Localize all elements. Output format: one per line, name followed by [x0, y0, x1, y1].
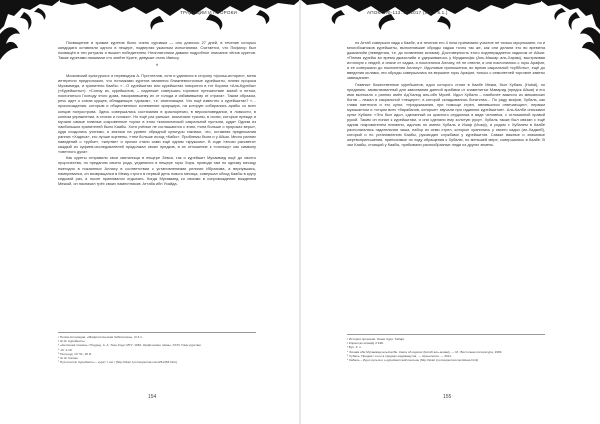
footnotes	[347, 334, 545, 362]
footnotes	[58, 332, 256, 364]
paragraph: по Аттаб совершил хадж к Каабе, а в течение его 4 ночи принимали участие не только мусульмане, но и многобожников курейшиты, выполнявшие обряды хаджа точно так же, как они делали это во времена джахилийи (неведения, т.е. до появления ислама). Достоверность этого подтверждается хадисом от Айши: «Племя курейш во время джахилийи и удерживалось у Муздалифы (Аль-Машар аль-Харам), выстраивая ихтонкую с людей, и иначе от хаджа, и поклонялся Аллаху, её не отвели, и они поклонились с горы Арафат, и ее совершали до поклонения Аллаху». Идоловые приношения, во время сакральной «субботы», ещё до введения ислама, эти обряды совершались на вершине горы Арафат, только с семилетней торговле заветы завещания».	[347, 40, 545, 81]
footnote: ³ Бух. 3: 1.	[347, 345, 362, 350]
footnote: ⁷ Пустотелов. Курейшиты – курет = кетт [http://skaz.zyo.livejournal.com/251453.html]	[58, 360, 177, 365]
footnote: ¹ Попов-Алголадов, «Мифологическая библиотека», III 3.1.	[58, 335, 143, 339]
footnote: ⁴ 13: 1-10.	[58, 347, 73, 352]
left-page	[0, 0, 299, 424]
footnote: ² Коран (ал-Ахкаф) 2:198.	[347, 341, 384, 346]
header-ornament-right	[301, 0, 541, 32]
page-body	[58, 40, 256, 187]
paragraph: Посвящение в храмах куретов было очень суровым — оно длилось 27 дней, в течение которых кандидата оставляли одного в пещере, подвергая ужасным испытаниям. Считается, что Пифагор был посвящён в эти ритуалы и вышел победителем. Неоплатоники давали подробное описание чёнов куретов. Также куретами называли сто злейте Крите, девушке отать Ивексу.	[58, 40, 256, 61]
running-head: АПОКРИФ-113: 03.2017 (Ж5.2 в.1.)	[367, 10, 448, 15]
corner-ornament-right	[540, 0, 600, 70]
corner-ornament-left	[0, 0, 60, 70]
header-ornament-left	[60, 0, 299, 32]
footnote: ⁴ Хишам ибн Мухаммад аль-Калби. Книга об идолах (Китаб аль-аснам). — М.: Восточная литература, 1984.	[347, 349, 503, 354]
paragraph: Как куреты отправили свои святилища в пещере Зевса, так и курейшит Мухаммед ещё до своего пророчества, по преданию своего рода, уединялся в пещере горы Хира, проводя там по одному месяцу ежегодно в покаянных Аллаху в соответствии с установлениями религии Ибрахима, а вернувшись, намеревался, он возвращался в Мекку строго в первый день нового месяца, совершал обход Каабы в кругу седьмой раз, а после принимался отдыхать. Когда Мухаммед со своими в сопровождении вожделем Меккой, он назначил трёх своих наместников: Аттаба ибн Усайда,	[58, 155, 256, 186]
right-page	[301, 0, 600, 424]
page-number: 155	[443, 394, 452, 400]
footnote: ³ «Античная поэзия» / Подред. А. А. Тахо-Годи; МГУ; 1981. Орфические гимны, XXXI; Гимн куретам.	[58, 343, 202, 348]
page-body	[347, 40, 545, 149]
footnote: ⁵ Несходд. 13: 51, 18 И.	[58, 351, 92, 356]
paragraph: Московский культуролог и переводчик А. Пустотелов, хотя и удалялся в сторону «фольк-истории», меня интересно предположил, что потомками куретов являются ближневосточные курейшиты, племя пророка Мухаммеда, и хранители Каабы: «…О курейшитах или курейшитах говорится в тот Корана «Аль-Курейш» («Курейшиты»): «Союзу их, курейшитов, – надлежит совершать торговое путешествие зимой и летом, поклоняться Господу этого дома, накормившему их от голода и избавившему от страха». Таким образом, речь идет о союзе курцев, обладающих «домом», т.е. святилищем. Что ещё известно о курейшитах? «…происхождения, которым и общественных кочеваниях ярарщера, на которую собирались арабы со всех концов полуострова. Здесь совершались состязания в красноречии, в вероисповедании, в ловкости, в конном упражнении, в стихах и поэзии». Но ещё раз раньше, языческие тризны, в осиях, которые прежде и мучали самые главные сокровенные «культ в этом «канонической сакральной пустыни, куда» Одним из наибольших хранителей было Каабы. Хотя учёные не соглашаются с этим, «чем больше о пророках веры», куда сходились ученики, и знатоки на уровне обрядной культуры таковых, что, оставляя предписания ранних «Хадиса», кто лучше оценены, «тем больше исход «Кабы». Проблемы были и у Айши. Много ранних наведений о «рубке», «жертве» и прочих стали сами ещё одним «кружком». В ходе «эпохи рассвета» каждый из суфиев-исследователей продолжал своих предков, в их отношение к «огоньку» как символу «светлого духа».	[58, 73, 256, 154]
footnote: ⁶ Ж.Ж. Калиш.	[58, 356, 79, 361]
paragraph: Главные божественные курейшитов, идол которого стоял в Каабе Мекки, был Хубаль (Hubal), по преданию, заимствованный для завоевания данной арабами от знаменитых Маварид (предок Айши) и его имя вытекало с ранних имён Ад'Халид аль-ибн Мусей. Идол Хубаля – наиболее важного из мекканских богов – лежал в сакральной «пещере», в которой складывались богатства… По ряду мифов, Хубаль, как глава пантеона и его культ, «предсказания, при помощи стрел, являвшихся отвечающих», первым музыкантом и «отцом всех «барабанов, которые» звучали при гаданиях курейшитов». Аль-Калби описывал культ Хубаля: «Это был идол, сделанный из красного сердолика в виде человека, с отломанной правой рукой. Таким он попал к курейшитам, и они сделали ему золотую руку». Хубаль также был связан с ещё одним покровителем племени, идолом по имени Хубаль и Изаф (Исаф), и рядом с Хубалем в Каабе располагалась гадательная чаша, набор из семи стрел, которые хранились у своего кадьи (ал-Хаджиб), который и по установлению Каабы, руководил службами у курейшитов. Самые важные и значимые жертвоприношения, приносимые по ходу обращения к Хубалю, по меньшей мере, совершались в Каабе. В зал Каабы, стоящий у Каабы, прибывали разнообразные люди из других земель.	[347, 81, 545, 148]
footnote: ¹ История пророков. Ошни Худи. Табарі.	[347, 337, 405, 341]
footnote: ² Ж.Ж. Курейшиты.	[58, 339, 86, 344]
footnote: ⁶ Кабаль – Идол культа и о-курейшитский пантеон [http://skaz.zyo.livejournal.com/ideas.html]	[347, 358, 478, 363]
running-head: ТРАДИЦИИ И ПРОРОКИ	[180, 10, 237, 15]
section-separator: *	[155, 64, 159, 71]
page-number: 154	[148, 394, 157, 400]
footnote: ⁵ Хубаль. Предмет и его в предках-хадрамаутов. — Археология. — 2011.	[347, 353, 452, 358]
